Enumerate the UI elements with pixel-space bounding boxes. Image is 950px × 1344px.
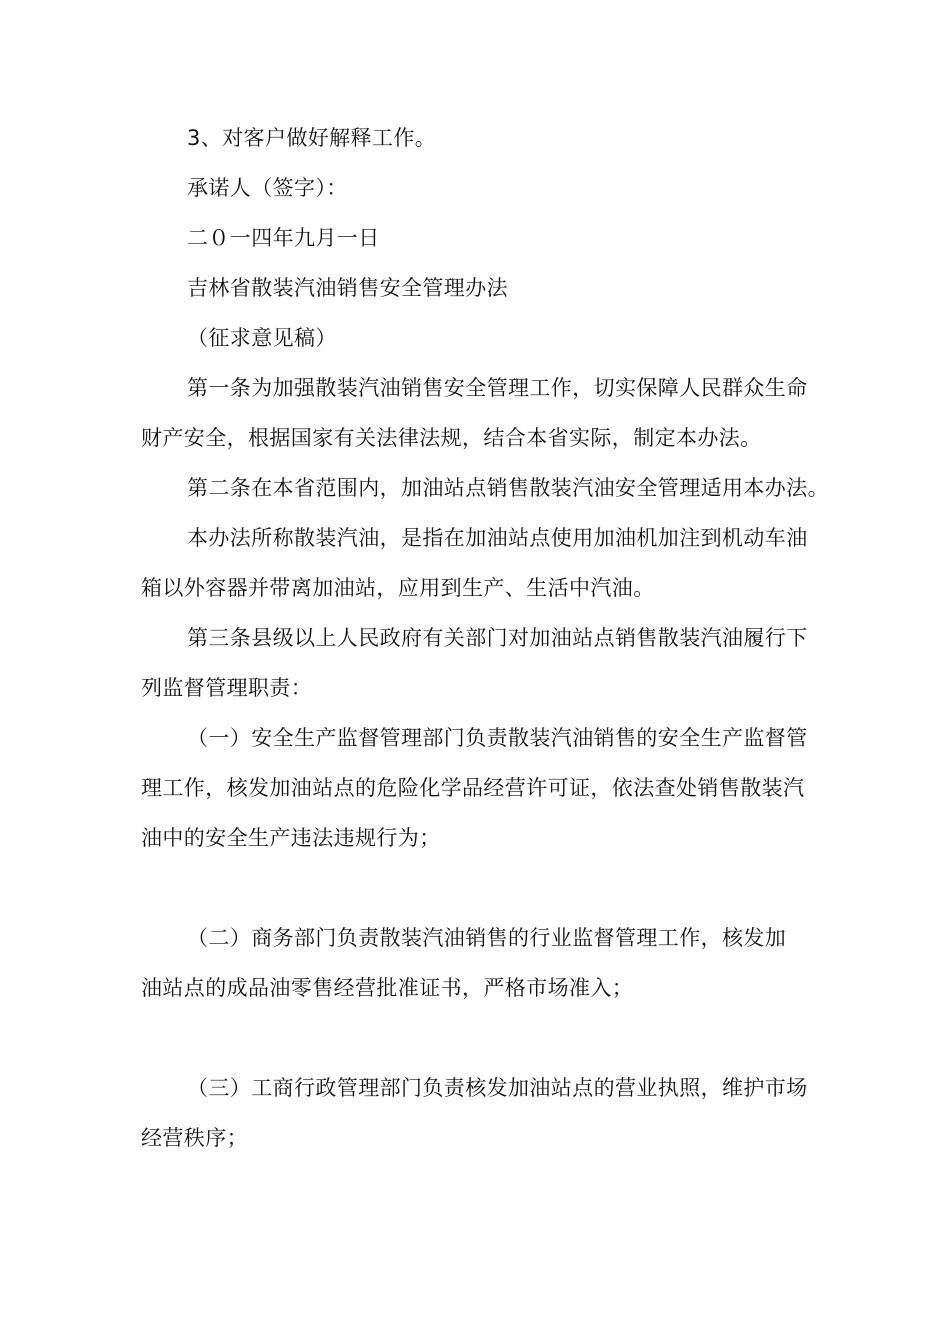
text-line: 油站点的成品油零售经营批准证书，严格市场准入； bbox=[141, 976, 634, 1000]
text-line: 第一条为加强散装汽油销售安全管理工作，切实保障人民群众生命 bbox=[187, 376, 808, 400]
text-line: （一）安全生产监督管理部门负责散装汽油销售的安全生产监督管 bbox=[187, 726, 808, 750]
text-line: 财产安全，根据国家有关法律法规，结合本省实际，制定本办法。 bbox=[141, 426, 762, 450]
signature-line: 承诺人（签字）： bbox=[187, 176, 348, 200]
text-line: 3、对客户做好解释工作。 bbox=[187, 126, 437, 150]
text-line: 经营秩序； bbox=[141, 1126, 248, 1150]
document-title: 吉林省散装汽油销售安全管理办法 bbox=[187, 276, 508, 300]
text-line: 箱以外容器并带离加油站，应用到生产、生活中汽油。 bbox=[141, 576, 655, 600]
text-line: 第二条在本省范围内，加油站点销售散装汽油安全管理适用本办法。 bbox=[187, 476, 829, 500]
text-line: 本办法所称散装汽油，是指在加油站点使用加油机加注到机动车油 bbox=[187, 526, 808, 550]
text-line: 列监督管理职责： bbox=[141, 676, 313, 700]
date-line: 二０一四年九月一日 bbox=[187, 226, 380, 250]
text-line: 油中的安全生产违法违规行为； bbox=[141, 826, 441, 850]
text-line: 理工作，核发加油站点的危险化学品经营许可证，依法查处销售散装汽 bbox=[141, 776, 805, 800]
document-subtitle: （征求意见稿） bbox=[187, 326, 337, 350]
text-line: 第三条县级以上人民政府有关部门对加油站点销售散装汽油履行下 bbox=[187, 626, 808, 650]
text-line: （二）商务部门负责散装汽油销售的行业监督管理工作，核发加 bbox=[187, 926, 787, 950]
text-line: （三）工商行政管理部门负责核发加油站点的营业执照，维护市场 bbox=[187, 1076, 808, 1100]
